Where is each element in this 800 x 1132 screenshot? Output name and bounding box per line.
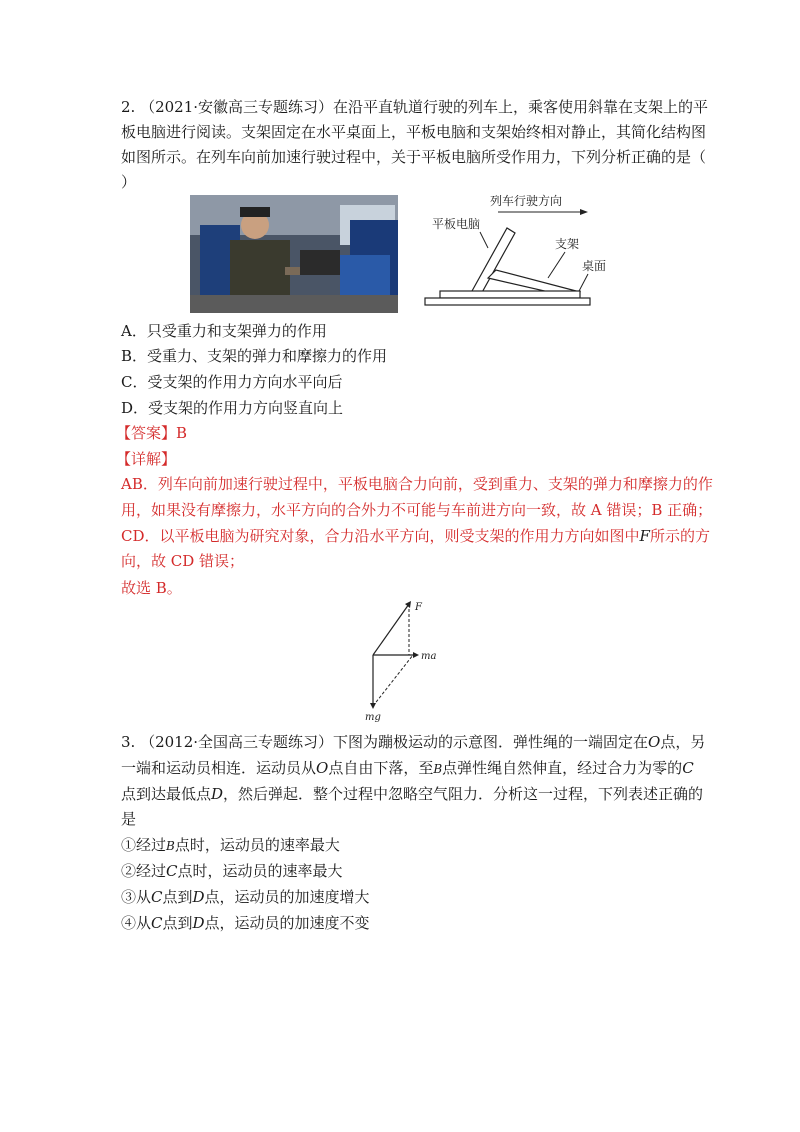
q3-line-3 [121, 784, 703, 804]
var-c: C [151, 914, 163, 932]
q3-statement-1 [121, 835, 340, 856]
q3-s4-a: ④从 [121, 914, 152, 932]
train-passenger-photo [190, 195, 398, 313]
q2-detail-1: AB．列车向前加速行驶过程中，平板电脑合力向前，受到重力、支架的弹力和摩擦力的作 [121, 475, 713, 493]
var-d: D [192, 914, 205, 932]
force-diagram [355, 598, 445, 723]
var-o: O [648, 733, 661, 751]
q3-line-1-b: 点，另 [660, 733, 706, 751]
q2-detail-2: 用，如果没有摩擦力，水平方向的合外力不可能与车前进方向一致，故 A 错误；B 正确； [121, 501, 713, 519]
q3-line-3-a: 点到达最低点 [121, 785, 212, 803]
var-f: F [639, 527, 650, 545]
q2-detail-3 [121, 526, 710, 546]
q2-detail-title: 【详解】 [116, 450, 177, 468]
q3-s3-a: ③从 [121, 888, 152, 906]
label-ma: ma [421, 651, 437, 662]
q3-line-1-a: 3. （2012·全国高三专题练习）下图为蹦极运动的示意图．弹性绳的一端固定在 [121, 733, 649, 751]
q2-option-a: A．只受重力和支架弹力的作用 [121, 322, 327, 340]
q3-line-2-c: 点弹性绳自然伸直，经过合力为零的 [442, 759, 683, 777]
q3-line-1 [121, 732, 705, 752]
var-b: B [166, 839, 175, 853]
desk-label: 桌面 [582, 259, 607, 273]
q2-line-4: ） [121, 173, 137, 191]
q3-s1-b: 点时，运动员的速率最大 [174, 836, 340, 854]
q2-conclusion: 故选 B。 [121, 579, 182, 597]
var-d: D [192, 888, 205, 906]
q3-line-3-b: ，然后弹起．整个过程中忽略空气阻力．分析这一过程，下列表述正确的 [223, 785, 704, 803]
q3-s2-a: ②经过 [121, 862, 167, 880]
q2-option-b: B．受重力、支架的弹力和摩擦力的作用 [121, 347, 388, 365]
q3-s3-b: 点到 [162, 888, 193, 906]
q3-line-2-a: 一端和运动员相连．运动员从 [121, 759, 317, 777]
q3-statement-4 [121, 913, 370, 933]
q2-answer: 【答案】B [116, 424, 188, 442]
label-f: F [415, 602, 422, 613]
stand-label: 支架 [555, 237, 580, 251]
q3-s4-c: 点，运动员的加速度不变 [204, 914, 370, 932]
q2-detail-3-b: 所示的方 [649, 527, 710, 545]
q3-s2-b: 点时，运动员的速率最大 [177, 862, 343, 880]
q2-option-d: D．受支架的作用力方向竖直向上 [121, 399, 344, 417]
q3-s4-b: 点到 [162, 914, 193, 932]
q2-detail-4: 向，故 CD 错误； [121, 552, 245, 570]
q3-line-2 [121, 758, 694, 779]
q2-line-2: 板电脑进行阅读。支架固定在水平桌面上，平板电脑和支架始终相对静止，其简化结构图 [121, 123, 707, 141]
var-c: C [151, 888, 163, 906]
q3-s1-a: ①经过 [121, 836, 167, 854]
var-d: D [211, 785, 224, 803]
q3-s3-c: 点，运动员的加速度增大 [204, 888, 370, 906]
label-mg: mg [365, 712, 381, 723]
var-c: C [166, 862, 178, 880]
q3-statement-2 [121, 861, 343, 881]
var-o: O [316, 759, 329, 777]
var-b: B [433, 762, 443, 776]
q3-line-4: 是 [121, 810, 137, 828]
tablet-label: 平板电脑 [432, 217, 481, 231]
tablet-stand-diagram [420, 190, 620, 315]
q3-statement-3 [121, 887, 370, 907]
q3-line-2-b: 点自由下落，至 [328, 759, 434, 777]
direction-label: 列车行驶方向 [490, 194, 563, 208]
q2-line-1: 2. （2021·安徽高三专题练习）在沿平直轨道行驶的列车上，乘客使用斜靠在支架上的平 [121, 98, 709, 116]
q2-line-3: 如图所示。在列车向前加速行驶过程中，关于平板电脑所受作用力，下列分析正确的是（ [121, 148, 707, 166]
var-c: C [682, 759, 694, 777]
q2-detail-3-a: CD．以平板电脑为研究对象，合力沿水平方向，则受支架的作用力方向如图中 [121, 527, 640, 545]
q2-option-c: C．受支架的作用力方向水平向后 [121, 373, 343, 391]
